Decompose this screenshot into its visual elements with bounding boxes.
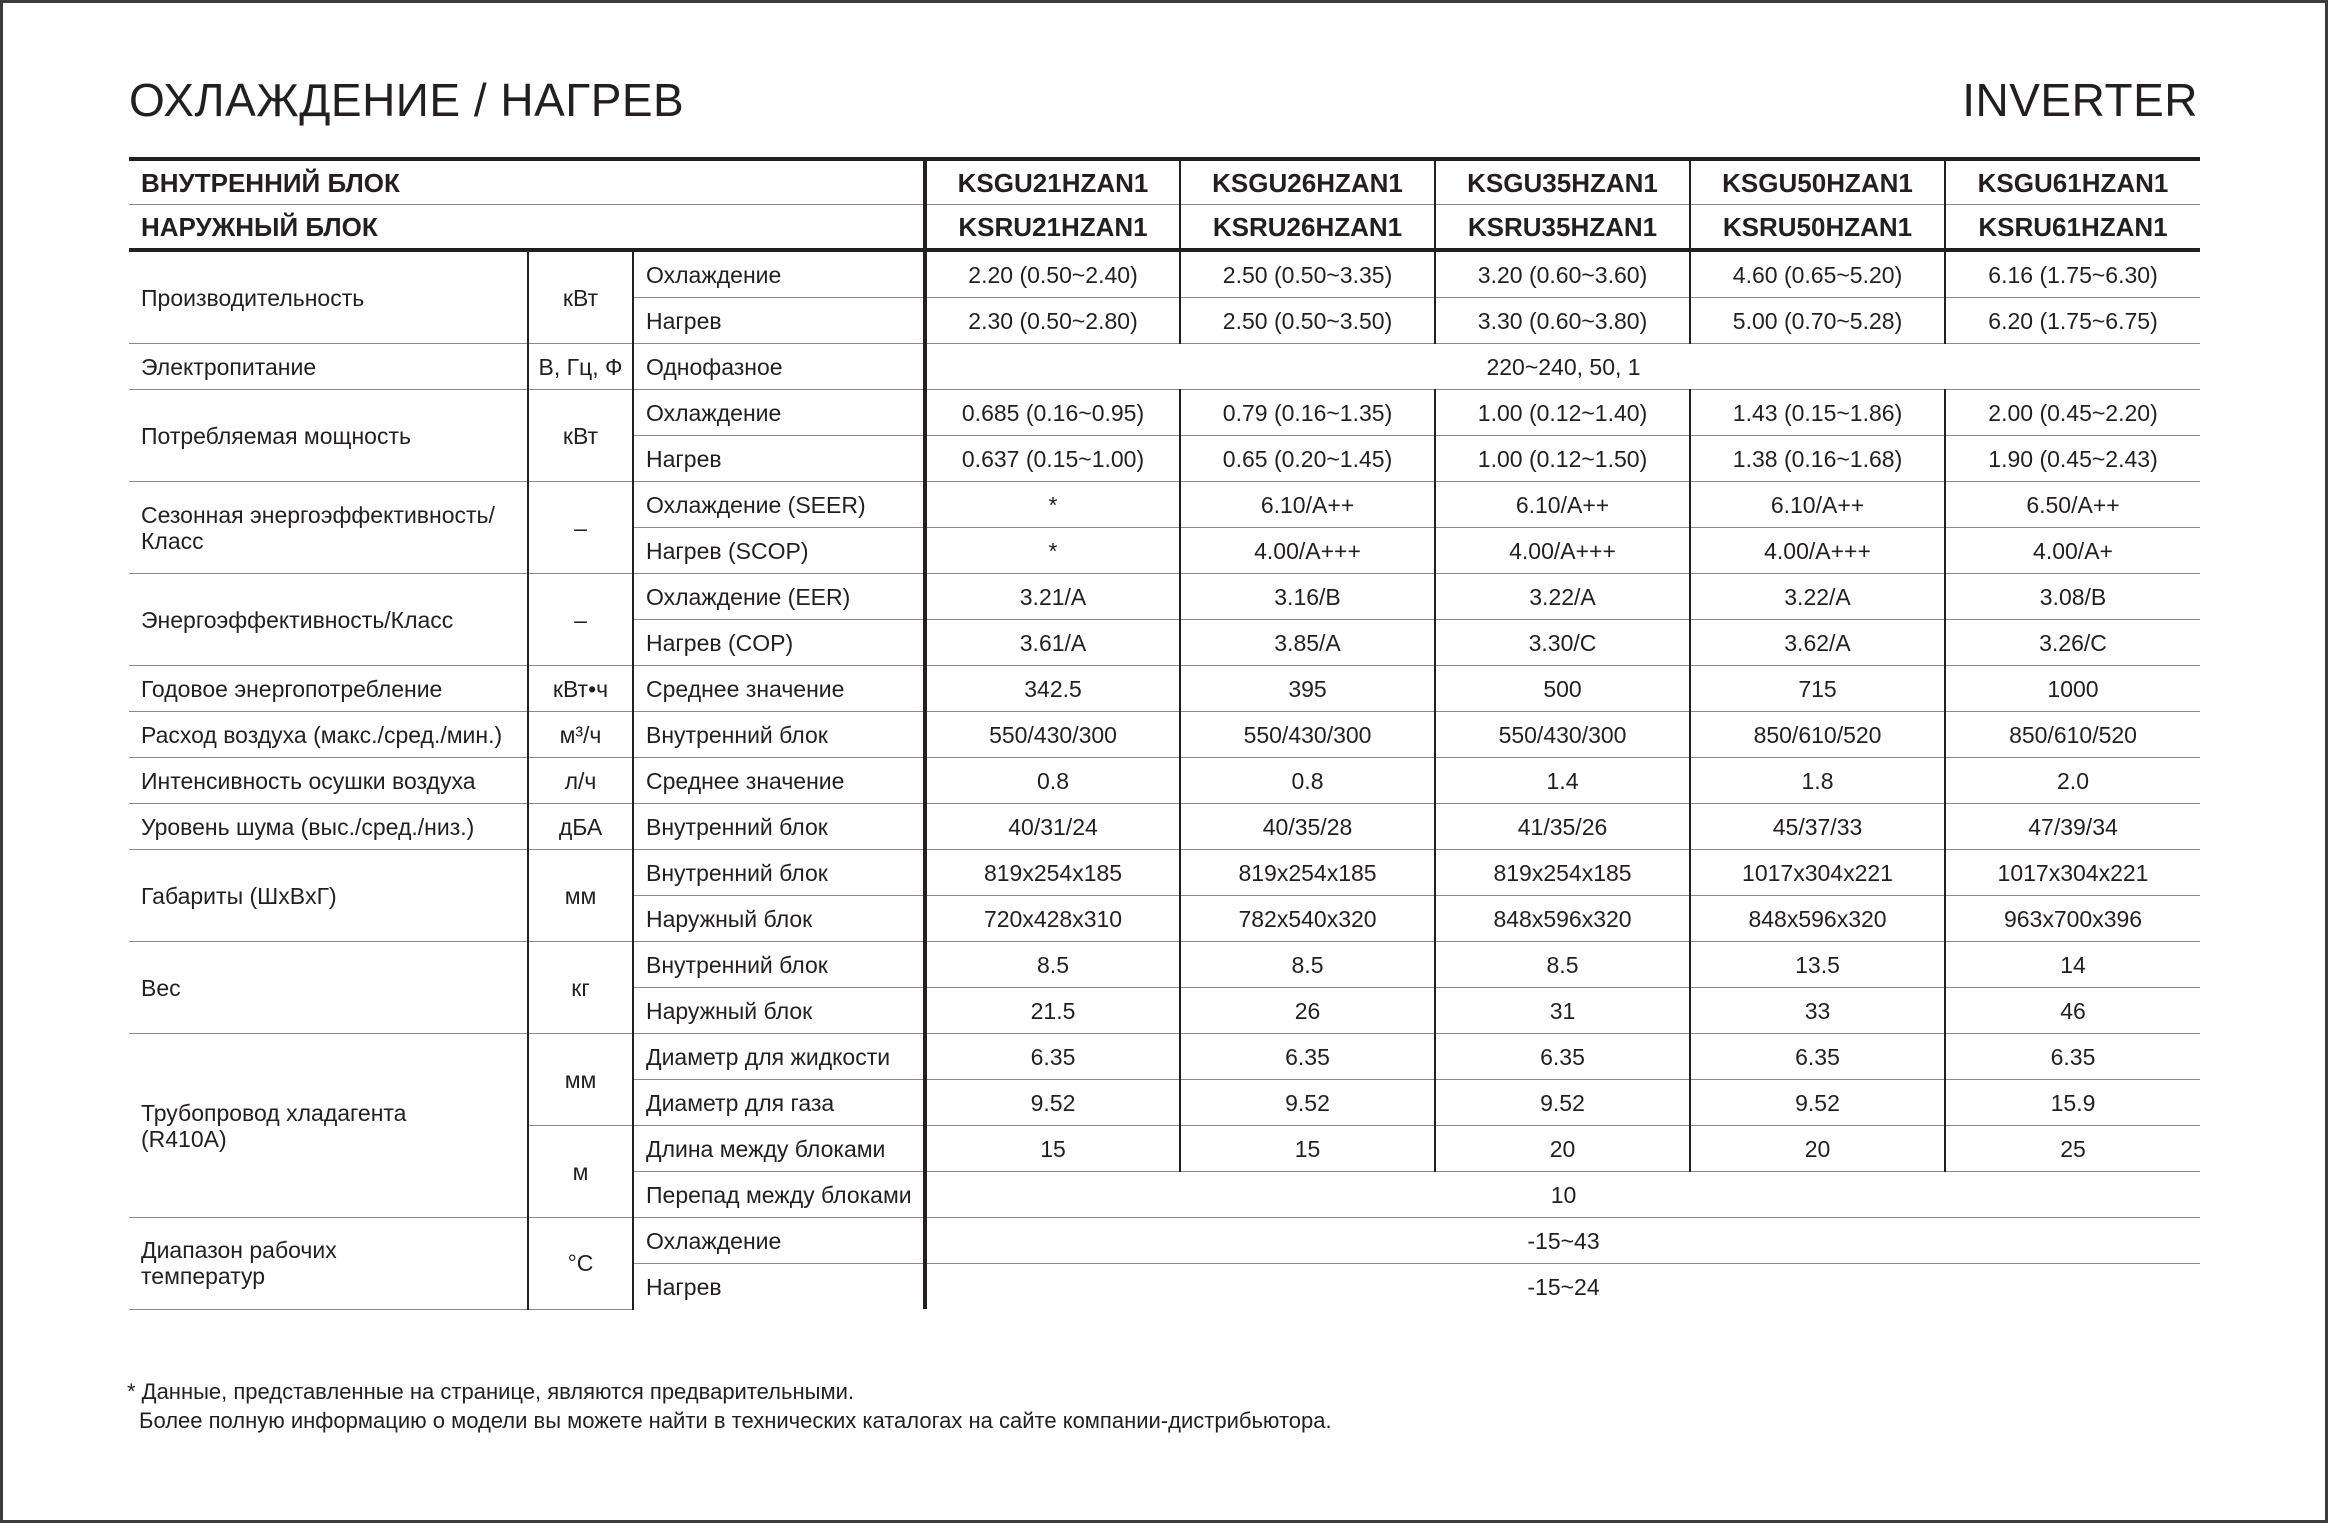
- value-cell: 6.35: [1690, 1034, 1945, 1080]
- value-cell: 3.20 (0.60~3.60): [1435, 250, 1690, 298]
- value-cell: 8.5: [1435, 942, 1690, 988]
- value-cell: 3.85/A: [1180, 620, 1435, 666]
- mode-label: Наружный блок: [633, 988, 925, 1034]
- value-cell: 1.90 (0.45~2.43): [1945, 436, 2200, 482]
- parameter-unit: мм: [528, 1034, 633, 1126]
- value-cell: 850/610/520: [1945, 712, 2200, 758]
- table-body: [129, 159, 2200, 1309]
- value-cell: 2.0: [1945, 758, 2200, 804]
- value-cell: *: [925, 528, 1180, 574]
- outdoor-model: KSRU50HZAN1: [1690, 205, 1945, 251]
- mode-label: Среднее значение: [633, 758, 925, 804]
- spec-row: [129, 574, 2200, 620]
- value-cell: 6.35: [925, 1034, 1180, 1080]
- spec-row: [129, 1218, 2200, 1264]
- header-row-outdoor: [129, 205, 2200, 251]
- value-cell: 2.30 (0.50~2.80): [925, 298, 1180, 344]
- value-cell: 14: [1945, 942, 2200, 988]
- value-cell: 6.10/A++: [1435, 482, 1690, 528]
- value-cell: 2.20 (0.50~2.40): [925, 250, 1180, 298]
- value-cell: 782x540x320: [1180, 896, 1435, 942]
- indoor-unit-label: ВНУТРЕННИЙ БЛОК: [129, 159, 925, 205]
- value-cell: 4.00/A+++: [1435, 528, 1690, 574]
- value-cell: 8.5: [925, 942, 1180, 988]
- value-cell: 6.10/A++: [1690, 482, 1945, 528]
- parameter-name: Интенсивность осушки воздуха: [129, 758, 528, 804]
- value-cell: 26: [1180, 988, 1435, 1034]
- header-row-indoor: [129, 159, 2200, 205]
- mode-label: Нагрев (SCOP): [633, 528, 925, 574]
- value-cell: 9.52: [925, 1080, 1180, 1126]
- parameter-name-line-2: температур: [141, 1263, 266, 1290]
- value-cell: *: [925, 482, 1180, 528]
- value-cell: 3.62/A: [1690, 620, 1945, 666]
- value-cell: 550/430/300: [925, 712, 1180, 758]
- spec-row: [129, 804, 2200, 850]
- value-cell: 395: [1180, 666, 1435, 712]
- mode-label: Внутренний блок: [633, 712, 925, 758]
- value-cell: 6.50/A++: [1945, 482, 2200, 528]
- mode-label: Внутренний блок: [633, 942, 925, 988]
- value-cell: 1017x304x221: [1945, 850, 2200, 896]
- parameter-unit: м³/ч: [528, 712, 633, 758]
- value-cell: 6.20 (1.75~6.75): [1945, 298, 2200, 344]
- spec-row: [129, 482, 2200, 528]
- value-cell: 6.35: [1435, 1034, 1690, 1080]
- parameter-name-line-2: Класс: [141, 527, 204, 554]
- value-cell: 2.00 (0.45~2.20): [1945, 390, 2200, 436]
- value-cell: 0.8: [925, 758, 1180, 804]
- value-cell: 21.5: [925, 988, 1180, 1034]
- parameter-name-line-1: Диапазон рабочих: [141, 1237, 337, 1264]
- indoor-model: KSGU35HZAN1: [1435, 159, 1690, 205]
- parameter-unit: л/ч: [528, 758, 633, 804]
- outdoor-model: KSRU26HZAN1: [1180, 205, 1435, 251]
- value-cell: 4.00/A+: [1945, 528, 2200, 574]
- parameter-name: Расход воздуха (макс./сред./мин.): [129, 712, 528, 758]
- value-cell: 15.9: [1945, 1080, 2200, 1126]
- parameter-name: [129, 482, 528, 574]
- spec-row: [129, 758, 2200, 804]
- value-cell: 0.65 (0.20~1.45): [1180, 436, 1435, 482]
- parameter-name: Электропитание: [129, 344, 528, 390]
- outdoor-model: KSRU35HZAN1: [1435, 205, 1690, 251]
- value-cell: 1.43 (0.15~1.86): [1690, 390, 1945, 436]
- value-cell: 3.16/B: [1180, 574, 1435, 620]
- merged-value-cell: 220~240, 50, 1: [925, 344, 2200, 390]
- value-cell: 0.79 (0.16~1.35): [1180, 390, 1435, 436]
- value-cell: 3.08/B: [1945, 574, 2200, 620]
- mode-label: Однофазное: [633, 344, 925, 390]
- value-cell: 4.00/A+++: [1180, 528, 1435, 574]
- merged-value-cell: -15~43: [925, 1218, 2200, 1264]
- footnote-line-1: * Данные, представленные на странице, являются предварительными.: [127, 1379, 854, 1404]
- value-cell: 33: [1690, 988, 1945, 1034]
- mode-label: Охлаждение (EER): [633, 574, 925, 620]
- value-cell: 13.5: [1690, 942, 1945, 988]
- value-cell: 819x254x185: [925, 850, 1180, 896]
- spec-row: [129, 850, 2200, 896]
- parameter-name: Габариты (ШxВxГ): [129, 850, 528, 942]
- page-title: ОХЛАЖДЕНИЕ / НАГРЕВ: [129, 74, 685, 126]
- value-cell: 40/35/28: [1180, 804, 1435, 850]
- value-cell: 2.50 (0.50~3.35): [1180, 250, 1435, 298]
- mode-label: Диаметр для газа: [633, 1080, 925, 1126]
- outdoor-model: KSRU61HZAN1: [1945, 205, 2200, 251]
- value-cell: 963x700x396: [1945, 896, 2200, 942]
- footnote: [127, 1377, 1332, 1435]
- value-cell: 0.8: [1180, 758, 1435, 804]
- value-cell: 550/430/300: [1180, 712, 1435, 758]
- value-cell: 1.4: [1435, 758, 1690, 804]
- value-cell: 0.685 (0.16~0.95): [925, 390, 1180, 436]
- value-cell: 47/39/34: [1945, 804, 2200, 850]
- value-cell: 0.637 (0.15~1.00): [925, 436, 1180, 482]
- merged-value-cell: 10: [925, 1172, 2200, 1218]
- mode-label: Нагрев: [633, 298, 925, 344]
- indoor-model: KSGU50HZAN1: [1690, 159, 1945, 205]
- value-cell: 3.21/A: [925, 574, 1180, 620]
- value-cell: 342.5: [925, 666, 1180, 712]
- outdoor-model: KSRU21HZAN1: [925, 205, 1180, 251]
- value-cell: 1000: [1945, 666, 2200, 712]
- value-cell: 15: [1180, 1126, 1435, 1172]
- value-cell: 41/35/26: [1435, 804, 1690, 850]
- parameter-unit: кг: [528, 942, 633, 1034]
- value-cell: 20: [1690, 1126, 1945, 1172]
- value-cell: 15: [925, 1126, 1180, 1172]
- value-cell: 1.8: [1690, 758, 1945, 804]
- value-cell: 550/430/300: [1435, 712, 1690, 758]
- mode-label: Нагрев (COP): [633, 620, 925, 666]
- parameter-name: Производительность: [129, 250, 528, 344]
- value-cell: 3.26/C: [1945, 620, 2200, 666]
- value-cell: 9.52: [1180, 1080, 1435, 1126]
- value-cell: 500: [1435, 666, 1690, 712]
- parameter-name: Годовое энергопотребление: [129, 666, 528, 712]
- mode-label: Охлаждение (SEER): [633, 482, 925, 528]
- indoor-model: KSGU21HZAN1: [925, 159, 1180, 205]
- value-cell: 720x428x310: [925, 896, 1180, 942]
- mode-label: Охлаждение: [633, 390, 925, 436]
- spec-row: [129, 344, 2200, 390]
- value-cell: 3.30 (0.60~3.80): [1435, 298, 1690, 344]
- value-cell: 3.61/A: [925, 620, 1180, 666]
- mode-label: Длина между блоками: [633, 1126, 925, 1172]
- mode-label: Перепад между блоками: [633, 1172, 925, 1218]
- spec-row: [129, 942, 2200, 988]
- value-cell: 4.60 (0.65~5.20): [1690, 250, 1945, 298]
- value-cell: 20: [1435, 1126, 1690, 1172]
- parameter-unit: –: [528, 574, 633, 666]
- mode-label: Наружный блок: [633, 896, 925, 942]
- parameter-name: [129, 1218, 528, 1310]
- value-cell: 848x596x320: [1690, 896, 1945, 942]
- value-cell: 715: [1690, 666, 1945, 712]
- parameter-unit: кВт•ч: [528, 666, 633, 712]
- mode-label: Нагрев: [646, 1273, 722, 1300]
- value-cell: 31: [1435, 988, 1690, 1034]
- mode-label: Охлаждение: [633, 250, 925, 298]
- value-cell: 6.10/A++: [1180, 482, 1435, 528]
- value-cell: 6.16 (1.75~6.30): [1945, 250, 2200, 298]
- parameter-unit: кВт: [528, 250, 633, 344]
- spec-row: [129, 666, 2200, 712]
- spec-row: [129, 250, 2200, 298]
- parameter-name-line-1: Трубопровод хладагента: [141, 1099, 407, 1126]
- value-cell: 6.35: [1945, 1034, 2200, 1080]
- value-cell: 2.50 (0.50~3.50): [1180, 298, 1435, 344]
- mode-label: Внутренний блок: [633, 804, 925, 850]
- value-cell: 5.00 (0.70~5.28): [1690, 298, 1945, 344]
- value-cell: 819x254x185: [1180, 850, 1435, 896]
- parameter-name: Вес: [129, 942, 528, 1034]
- value-cell: 1017x304x221: [1690, 850, 1945, 896]
- value-cell: 6.35: [1180, 1034, 1435, 1080]
- indoor-model: KSGU26HZAN1: [1180, 159, 1435, 205]
- mode-label: Диаметр для жидкости: [633, 1034, 925, 1080]
- value-cell: 3.22/A: [1690, 574, 1945, 620]
- parameter-name-line-1: Сезонная энергоэффективность/: [141, 501, 495, 528]
- mode-label: Нагрев: [633, 436, 925, 482]
- value-cell: 25: [1945, 1126, 2200, 1172]
- parameter-unit: мм: [528, 850, 633, 942]
- parameter-name: Потребляемая мощность: [129, 390, 528, 482]
- value-cell: 848x596x320: [1435, 896, 1690, 942]
- value-cell: 4.00/A+++: [1690, 528, 1945, 574]
- parameter-unit: кВт: [528, 390, 633, 482]
- parameter-unit: °C: [528, 1218, 633, 1310]
- value-cell: 40/31/24: [925, 804, 1180, 850]
- parameter-unit: м: [528, 1126, 633, 1218]
- specifications-table: [129, 157, 2200, 1310]
- parameter-unit: дБА: [528, 804, 633, 850]
- parameter-name: Энергоэффективность/Класс: [129, 574, 528, 666]
- value-cell: 1.38 (0.16~1.68): [1690, 436, 1945, 482]
- value-cell: 819x254x185: [1435, 850, 1690, 896]
- value-cell: 9.52: [1435, 1080, 1690, 1126]
- value-cell: 8.5: [1180, 942, 1435, 988]
- inverter-label: INVERTER: [1962, 74, 2198, 126]
- parameter-unit: –: [528, 482, 633, 574]
- value-cell: 46: [1945, 988, 2200, 1034]
- parameter-name: [129, 1034, 528, 1218]
- value-cell: 3.22/A: [1435, 574, 1690, 620]
- indoor-model: KSGU61HZAN1: [1945, 159, 2200, 205]
- value-cell: 9.52: [1690, 1080, 1945, 1126]
- value-cell: 1.00 (0.12~1.40): [1435, 390, 1690, 436]
- value-cell: 3.30/C: [1435, 620, 1690, 666]
- parameter-name: Уровень шума (выс./сред./низ.): [129, 804, 528, 850]
- outdoor-unit-label: НАРУЖНЫЙ БЛОК: [129, 205, 925, 251]
- mode-label: Внутренний блок: [633, 850, 925, 896]
- parameter-name-line-2: (R410A): [141, 1125, 227, 1152]
- spec-row: [129, 390, 2200, 436]
- value-cell: 850/610/520: [1690, 712, 1945, 758]
- merged-value-cell: -15~24: [925, 1264, 2200, 1310]
- value-cell: 1.00 (0.12~1.50): [1435, 436, 1690, 482]
- mode-label: Среднее значение: [633, 666, 925, 712]
- spec-row: [129, 712, 2200, 758]
- parameter-unit: В, Гц, Ф: [528, 344, 633, 390]
- value-cell: 45/37/33: [1690, 804, 1945, 850]
- spec-row: [129, 1034, 2200, 1080]
- mode-label: Охлаждение: [633, 1218, 925, 1264]
- footnote-line-2: Более полную информацию о модели вы можете найти в технических каталогах на сайте компании-дистрибьютора.: [139, 1408, 1332, 1433]
